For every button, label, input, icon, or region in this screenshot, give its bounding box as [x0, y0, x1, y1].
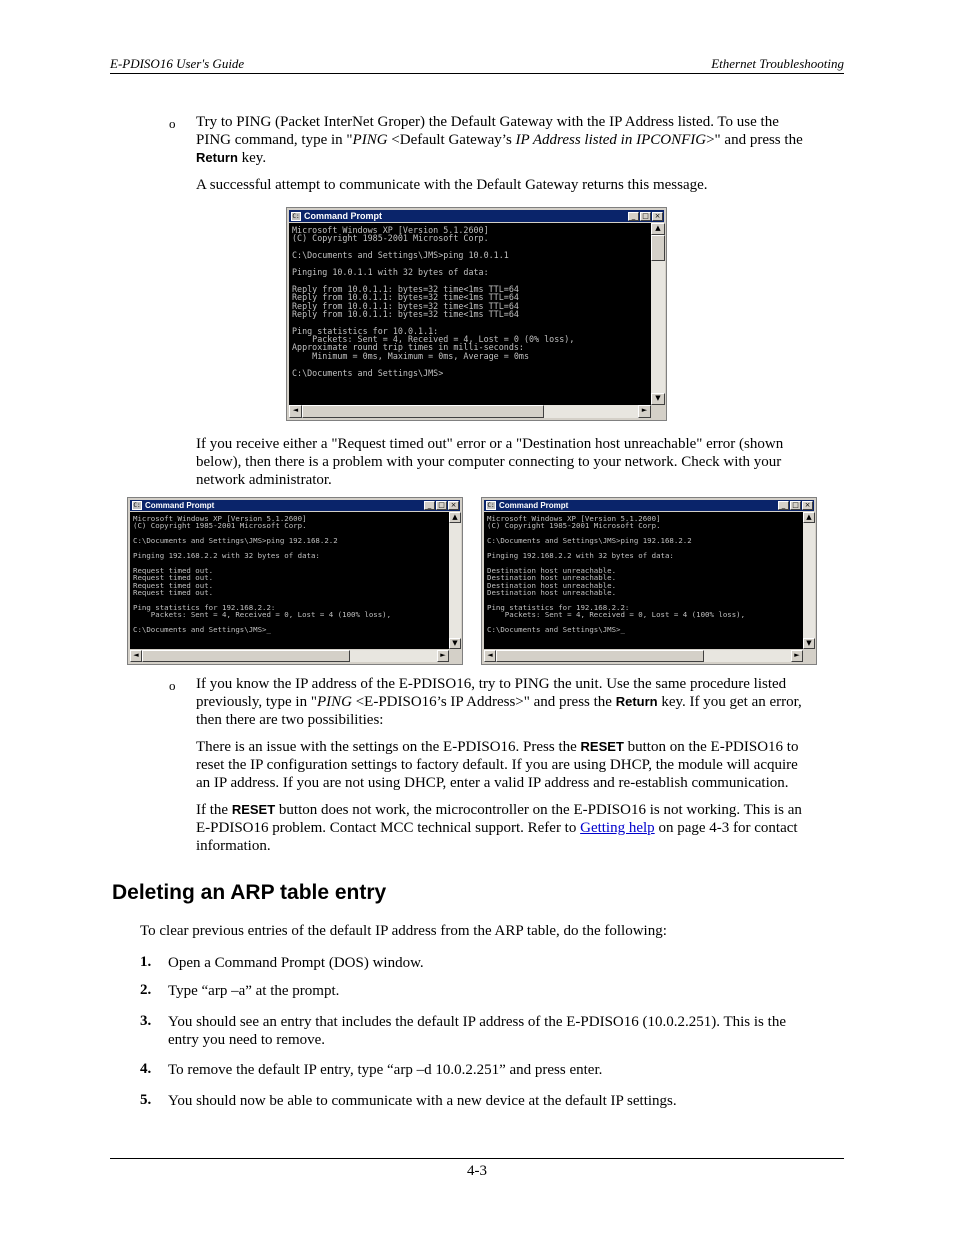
- console-line: Reply from 10.0.1.1: bytes=32 time<1ms TTL=64: [292, 283, 519, 294]
- step-number: 3.: [140, 1013, 152, 1029]
- return-key-label: Return: [196, 150, 238, 165]
- scroll-down-arrow-icon[interactable]: ▼: [803, 638, 815, 649]
- horizontal-scrollbar[interactable]: [484, 650, 803, 662]
- scroll-left-arrow-icon[interactable]: ◄: [130, 650, 142, 662]
- footer-rule: [110, 1158, 844, 1159]
- section-intro: To clear previous entries of the default IP address from the ARP table, do the following:: [140, 923, 667, 939]
- scroll-down-arrow-icon[interactable]: ▼: [651, 393, 665, 405]
- console-line: Request timed out.: [133, 580, 214, 590]
- console-line: Reply from 10.0.1.1: bytes=32 time<1ms TTL=64: [292, 292, 519, 303]
- reset-fail-paragraph: If the RESET button does not work, the microcontroller on the E-PDISO16 is not working. This is an E-PDISO16 problem. Contact MCC technical support. Refer to Getting help on page 4-3 for contact information.: [196, 802, 802, 854]
- step-text: Open a Command Prompt (DOS) window.: [168, 955, 424, 971]
- maximize-button[interactable]: □: [436, 501, 447, 510]
- scroll-left-arrow-icon[interactable]: ◄: [289, 405, 302, 418]
- console-line: C:\Documents and Settings\JMS>ping 192.168.2.2: [487, 536, 692, 546]
- console-line: Packets: Sent = 4, Received = 0, Lost = 4 (100% loss),: [487, 610, 746, 620]
- console-output: [289, 223, 651, 405]
- scroll-up-arrow-icon[interactable]: ▲: [449, 512, 461, 523]
- console-line: Reply from 10.0.1.1: bytes=32 time<1ms TTL=64: [292, 300, 519, 311]
- step-text: You should now be able to communicate with a new device at the default IP settings.: [168, 1093, 677, 1109]
- close-button[interactable]: ×: [652, 212, 663, 221]
- console-line: C:\Documents and Settings\JMS>: [292, 367, 444, 378]
- vertical-scrollbar[interactable]: [803, 512, 815, 649]
- reset-settings-paragraph: There is an issue with the settings on the E-PDISO16. Press the RESET button on the E-PDISO16 to reset the IP configuration settings to factory default. If you are using DHCP, the module will acquire an IP address. If you are not using DHCP, enter a valid IP address and re-establish communication.: [196, 739, 799, 791]
- running-header-section: Ethernet Troubleshooting: [711, 56, 844, 71]
- console-line: Request timed out.: [133, 587, 214, 597]
- scroll-thumb-horizontal[interactable]: [302, 405, 544, 418]
- console-line: Reply from 10.0.1.1: bytes=32 time<1ms TTL=64: [292, 308, 519, 319]
- horizontal-scrollbar[interactable]: [130, 650, 449, 662]
- maximize-button[interactable]: □: [790, 501, 801, 510]
- title-bar: [484, 500, 814, 511]
- console-line: C:\Documents and Settings\JMS>ping 10.0.1.1: [292, 250, 509, 261]
- console-line: Destination host unreachable.: [487, 565, 617, 575]
- section-heading: Deleting an ARP table entry: [112, 881, 387, 904]
- maximize-button[interactable]: □: [640, 212, 651, 221]
- console-line: Ping statistics for 192.168.2.2:: [133, 602, 276, 612]
- console-output: [484, 512, 803, 649]
- vertical-scrollbar[interactable]: [651, 223, 665, 405]
- console-line: Microsoft Windows XP [Version 5.1.2600]: [133, 514, 307, 523]
- minimize-button[interactable]: _: [778, 501, 789, 510]
- reset-key-label: RESET: [231, 802, 276, 817]
- console-line: Approximate round trip times in milli-seconds:: [292, 342, 524, 353]
- console-line: Pinging 192.168.2.2 with 32 bytes of data:: [487, 550, 674, 560]
- scroll-right-arrow-icon[interactable]: ►: [638, 405, 651, 418]
- header-rule: [110, 73, 844, 74]
- cmd-icon: C:: [487, 502, 495, 509]
- cmd-icon: C:: [133, 502, 141, 509]
- close-button[interactable]: ×: [448, 501, 459, 510]
- window-title: Command Prompt: [145, 501, 215, 510]
- close-button[interactable]: ×: [802, 501, 813, 510]
- scroll-up-arrow-icon[interactable]: ▲: [803, 512, 815, 523]
- bullet-ping-unit: If you know the IP address of the E-PDISO16, try to PING the unit. Use the same procedure listed previously, type in "PING <E-PDISO16’s IP Address>" and press the Return key. If you get an error, then there are two possibilities:: [196, 676, 802, 728]
- console-line: Microsoft Windows XP [Version 5.1.2600]: [487, 514, 661, 523]
- return-key-label: Return: [615, 694, 658, 709]
- step-text: You should see an entry that includes the default IP address of the E-PDISO16 (10.0.2.251). This is the entry you need to remove.: [168, 1014, 786, 1048]
- command-prompt-window-timeout: [127, 497, 463, 665]
- bullet-marker: o: [169, 678, 176, 693]
- vertical-scrollbar[interactable]: [449, 512, 461, 649]
- console-line: (C) Copyright 1985-2001 Microsoft Corp.: [133, 521, 307, 531]
- error-description: If you receive either a "Request timed out" error or a "Destination host unreachable" error (shown below), then there is a problem with your computer connecting to your network. Check with your network administrator.: [196, 436, 784, 488]
- console-line: Destination host unreachable.: [487, 580, 617, 590]
- scroll-up-arrow-icon[interactable]: ▲: [651, 223, 665, 235]
- title-bar: [289, 210, 664, 222]
- scroll-thumb-horizontal[interactable]: [496, 650, 704, 662]
- console-line: Packets: Sent = 4, Received = 4, Lost = 0 (0% loss),: [292, 334, 575, 345]
- scroll-thumb-horizontal[interactable]: [142, 650, 350, 662]
- console-line: Pinging 10.0.1.1 with 32 bytes of data:: [292, 266, 489, 277]
- console-line: C:\Documents and Settings\JMS>ping 192.168.2.2: [133, 536, 338, 546]
- title-bar: [130, 500, 460, 511]
- console-line: Ping statistics for 192.168.2.2:: [487, 602, 630, 612]
- bullet-ping-gateway: Try to PING (Packet InterNet Groper) the Default Gateway with the IP Address listed. To use the PING command, type in "PING <Default Gateway’s IP Address listed in IPCONFIG>" and press the Return key.: [196, 114, 803, 166]
- window-title: Command Prompt: [304, 211, 383, 221]
- step-number: 2.: [140, 982, 152, 998]
- reset-key-label: RESET: [580, 739, 624, 754]
- getting-help-link[interactable]: Getting help: [580, 820, 655, 836]
- console-line: Request timed out.: [133, 565, 214, 575]
- console-output: [130, 512, 449, 649]
- console-line: Minimum = 0ms, Maximum = 0ms, Average = 0ms: [292, 350, 529, 361]
- console-line: C:\Documents and Settings\JMS>_: [133, 624, 271, 634]
- scroll-right-arrow-icon[interactable]: ►: [791, 650, 803, 662]
- step-text: To remove the default IP entry, type “arp –d 10.0.2.251” and press enter.: [168, 1062, 603, 1078]
- console-line: Destination host unreachable.: [487, 573, 617, 583]
- console-line: Request timed out.: [133, 573, 214, 583]
- console-line: Ping statistics for 10.0.1.1:: [292, 325, 439, 336]
- console-line: C:\Documents and Settings\JMS>_: [487, 624, 625, 634]
- scroll-thumb[interactable]: [651, 235, 665, 261]
- cmd-icon: C:: [292, 212, 300, 220]
- console-line: Packets: Sent = 4, Received = 0, Lost = 4 (100% loss),: [133, 610, 392, 620]
- scroll-down-arrow-icon[interactable]: ▼: [449, 638, 461, 649]
- console-line: Microsoft Windows XP [Version 5.1.2600]: [292, 225, 489, 235]
- minimize-button[interactable]: _: [424, 501, 435, 510]
- command-prompt-window-success: [286, 207, 667, 421]
- step-text: Type “arp –a” at the prompt.: [168, 983, 340, 999]
- bullet-marker: o: [169, 116, 176, 131]
- console-line: (C) Copyright 1985-2001 Microsoft Corp.: [487, 521, 661, 531]
- console-line: (C) Copyright 1985-2001 Microsoft Corp.: [292, 233, 489, 244]
- running-header-title: E-PDISO16 User's Guide: [110, 56, 245, 71]
- console-line: Destination host unreachable.: [487, 587, 617, 597]
- console-line: Pinging 192.168.2.2 with 32 bytes of data:: [133, 550, 320, 560]
- scroll-right-arrow-icon[interactable]: ►: [437, 650, 449, 662]
- command-prompt-window-unreachable: [481, 497, 817, 665]
- page-number: 4-3: [467, 1163, 487, 1179]
- window-title: Command Prompt: [499, 501, 569, 510]
- minimize-button[interactable]: _: [628, 212, 639, 221]
- scroll-left-arrow-icon[interactable]: ◄: [484, 650, 496, 662]
- success-description: A successful attempt to communicate with the Default Gateway returns this message.: [196, 177, 708, 193]
- step-number: 1.: [140, 954, 152, 970]
- horizontal-scrollbar[interactable]: [289, 405, 651, 418]
- step-number: 4.: [140, 1061, 152, 1077]
- step-number: 5.: [140, 1092, 152, 1108]
